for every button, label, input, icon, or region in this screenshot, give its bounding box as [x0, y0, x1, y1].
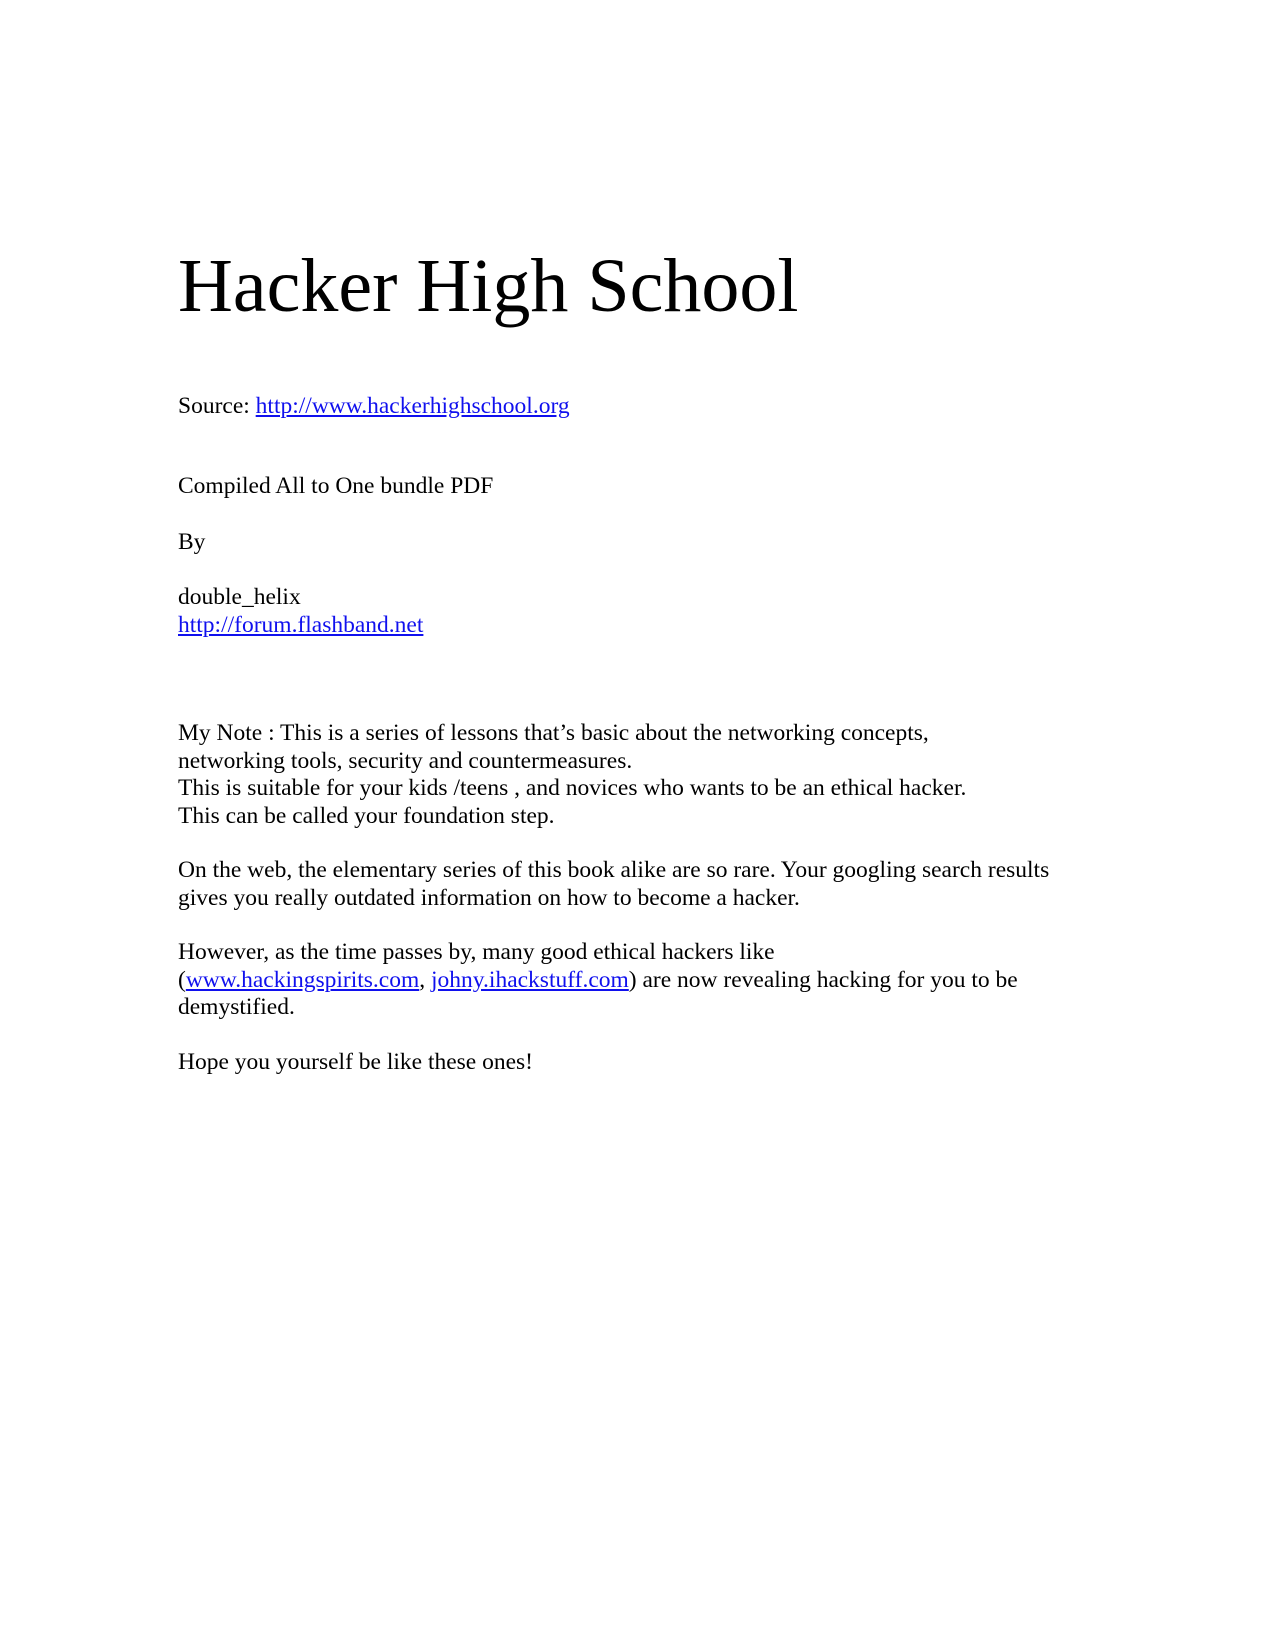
document-content	[178, 0, 1058, 1076]
spacer	[178, 912, 1058, 939]
note-line-2: networking tools, security and countermeasures.	[178, 747, 633, 774]
note-line-1: My Note : This is a series of lessons that’s basic about the networking concepts,	[178, 720, 929, 747]
note-paragraph-3-text-end: ) are now revealing hacking for you to be demystified.	[178, 966, 1024, 1021]
note-paragraph-3	[178, 939, 1058, 1022]
spacer	[178, 501, 1058, 529]
spacer	[178, 327, 1058, 393]
author-url-line	[178, 612, 1058, 640]
note-paragraph-2: On the web, the elementary series of this book alike are so rare. Your googling search results gives you really outdated information on how to become a hacker.	[178, 857, 1056, 911]
by-label: By	[178, 528, 206, 555]
page-title: Hacker High School	[178, 244, 799, 328]
note-line-4: This can be called your foundation step.	[178, 802, 555, 829]
note-paragraph-3-text-start: However, as the time passes by, many good ethical hackers like	[178, 939, 775, 966]
author-handle: double_helix	[178, 584, 301, 611]
link-separator: ,	[419, 966, 432, 993]
compiled-line: Compiled All to One bundle PDF	[178, 473, 494, 500]
closing-line: Hope you yourself be like these ones!	[178, 1048, 534, 1075]
spacer	[178, 639, 1058, 720]
spacer	[178, 556, 1058, 584]
source-label: Source:	[178, 392, 256, 419]
author-url-link[interactable]: http://forum.flashband.net	[178, 611, 424, 638]
note-paragraph-1	[178, 720, 1058, 830]
source-url-link[interactable]: http://www.hackerhighschool.org	[255, 392, 570, 419]
hackingspirits-link[interactable]: www.hackingspirits.com	[185, 966, 420, 993]
spacer	[178, 420, 1058, 473]
note-line-3: This is suitable for your kids /teens , and novices who wants to be an ethical hacker.	[178, 775, 967, 802]
spacer	[178, 1022, 1058, 1049]
spacer	[178, 830, 1058, 857]
source-line	[178, 393, 1058, 421]
ihackstuff-link[interactable]: johny.ihackstuff.com	[431, 966, 629, 993]
open-paren: (	[178, 966, 186, 993]
